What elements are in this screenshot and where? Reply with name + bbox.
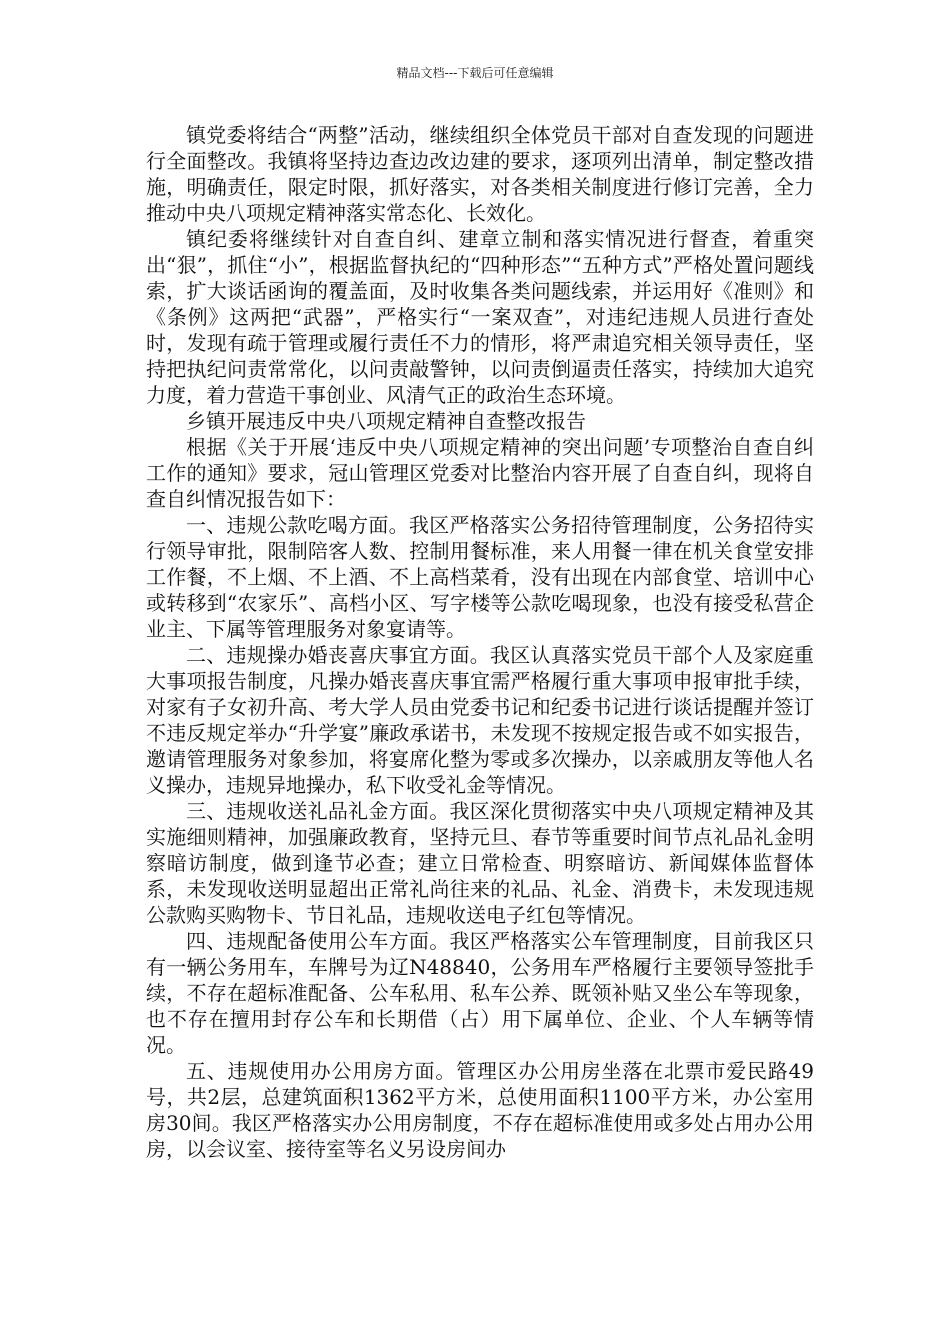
paragraph-section-2: 二、违规操办婚丧喜庆事宜方面。我区认真落实党员干部个人及家庭重大事项报告制度，凡操办婚丧喜庆事宜需严格履行重大事项申报审批手续，对家有子女初升高、考大学人员由党委书记和纪委书记进行谈话提醒并签订不违反规定举办“升学宴”廉政承诺书，未发现不按规定报告或不如实报告，邀请管理服务对象参加，将宴席化整为零或多次操办，以亲戚朋友等他人名义操办，违规异地操办，私下收受礼金等情况。 — [146, 643, 814, 797]
paragraph-2: 镇纪委将继续针对自查自纠、建章立制和落实情况进行督查，着重突出“狠”，抓住“小”，根据监督执纪的“四种形态”“五种方式”严格处置问题线索，扩大谈话函询的覆盖面，及时收集各类问题线索，并运用好《准则》和《条例》这两把“武器”，严格实行“一案双查”，对违纪违规人员进行查处时，发现有疏于管理或履行责任不力的情形，将严肃追究相关领导责任，坚持把执纪问责常常化，以问责敲警钟，以问责倒逼责任落实，持续加大追究力度，着力营造干事创业、风清气正的政治生态环境。 — [146, 227, 814, 407]
report-title: 乡镇开展违反中央八项规定精神自查整改报告 — [186, 409, 586, 433]
paragraph-intro: 根据《关于开展‘违反中央八项规定精神的突出问题’专项整治自查自纠工作的通知》要求，冠山管理区党委对比整治内容开展了自查自纠，现将自查自纠情况报告如下： — [146, 435, 814, 511]
paragraph-section-4: 四、违规配备使用公车方面。我区严格落实公车管理制度，目前我区只有一辆公务用车，车牌号为辽N48840，公务用车严格履行主要领导签批手续，不存在超标准配备、公车私用、私车公养、既领补贴又坐公车等现象，也不存在擅用封存公车和长期借（占）用下属单位、企业、个人车辆等情况。 — [146, 929, 814, 1057]
page-header: 精品文档---下载后可任意编辑 — [396, 66, 554, 80]
paragraph-1: 镇党委将结合“两整”活动，继续组织全体党员干部对自查发现的问题进行全面整改。我镇将坚持边查边改边建的要求，逐项列出清单，制定整改措施，明确责任，限定时限，抓好落实，对各类相关制度进行修订完善，全力推动中央八项规定精神落实常态化、长效化。 — [146, 123, 814, 225]
paragraph-section-1: 一、违规公款吃喝方面。我区严格落实公务招待管理制度，公务招待实行领导审批，限制陪客人数、控制用餐标准，来人用餐一律在机关食堂安排工作餐，不上烟、不上酒、不上高档菜肴，没有出现在内部食堂、培训中心或转移到“农家乐”、高档小区、写字楼等公款吃喝现象，也没有接受私营企业主、下属等管理服务对象宴请等。 — [146, 513, 814, 641]
document-body — [146, 122, 814, 1162]
paragraph-section-5: 五、违规使用办公用房方面。管理区办公用房坐落在北票市爱民路49号，共2层，总建筑面积1362平方米，总使用面积1100平方米，办公室用房30间。我区严格落实办公用房制度，不存在超标准使用或多处占用办公用房，以会议室、接待室等名义另设房间办 — [146, 1059, 814, 1161]
paragraph-section-3: 三、违规收送礼品礼金方面。我区深化贯彻落实中央八项规定精神及其实施细则精神，加强廉政教育，坚持元旦、春节等重要时间节点礼品礼金明察暗访制度，做到逢节必查；建立日常检查、明察暗访、新闻媒体监督体系，未发现收送明显超出正常礼尚往来的礼品、礼金、消费卡，未发现违规公款购买购物卡、节日礼品，违规收送电子红包等情况。 — [146, 799, 814, 927]
